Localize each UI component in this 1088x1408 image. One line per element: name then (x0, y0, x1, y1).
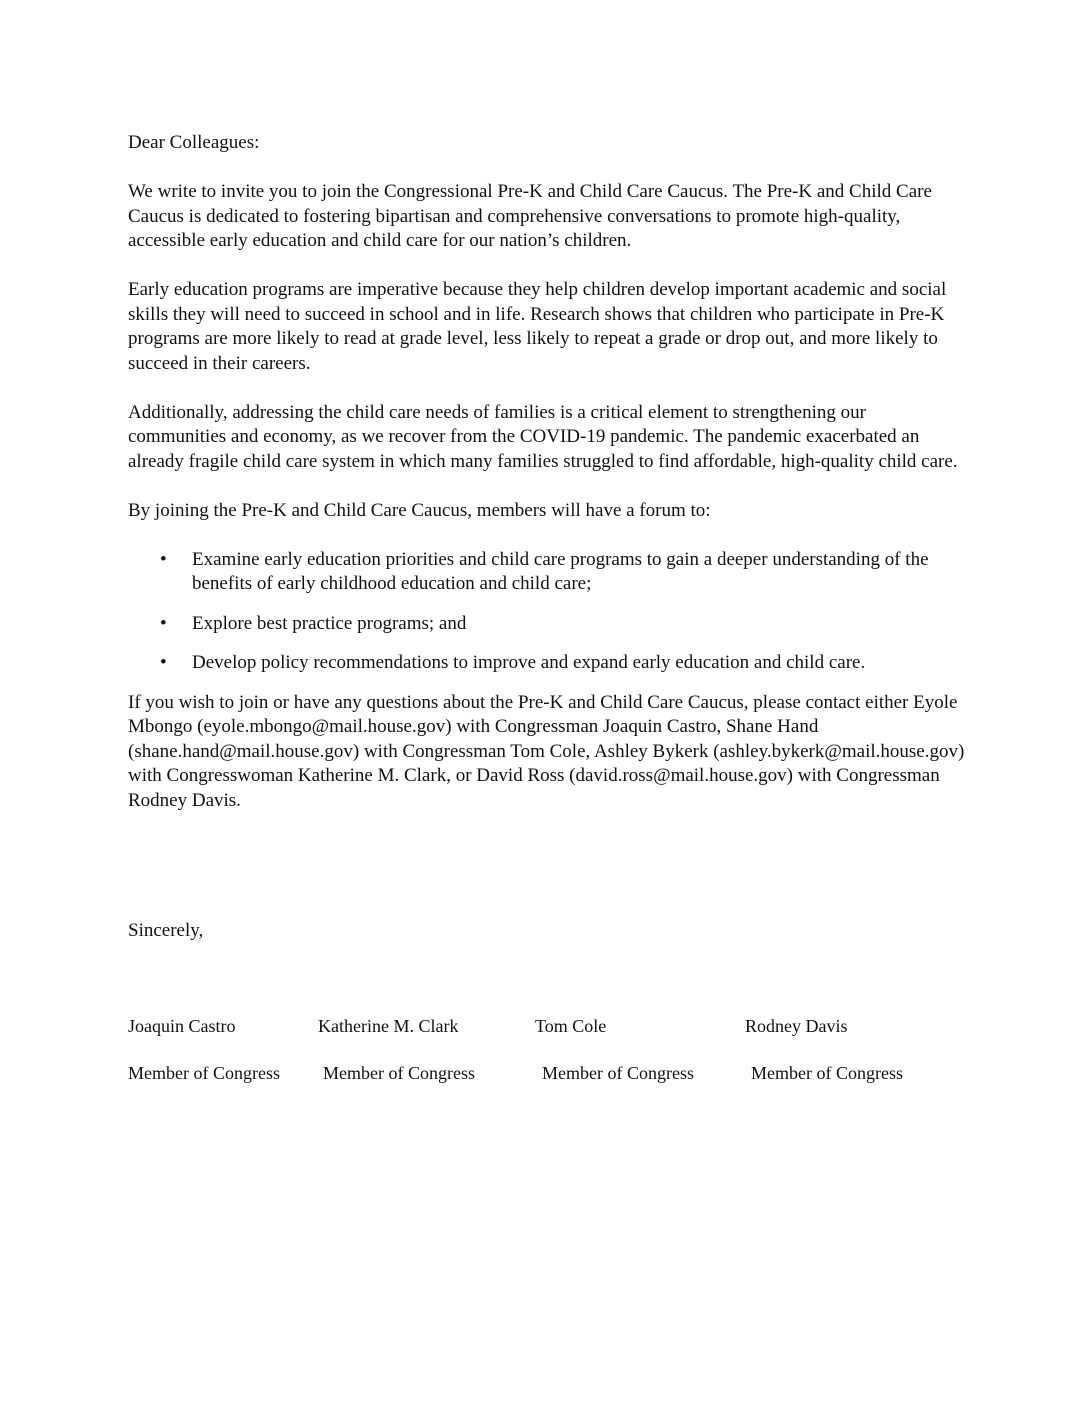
forum-bullet-list (128, 548, 968, 676)
signatory-title: Member of Congress (128, 1063, 280, 1083)
bullet-icon: • (160, 652, 167, 673)
signatory-name: Rodney Davis (745, 1016, 848, 1036)
paragraph-contact: If you wish to join or have any questions about the Pre-K and Child Care Caucus, please contact either Eyole Mbongo (eyole.mbongo@mail.house.gov) with Congressman Joaquin Castro, Shane Hand (shane.hand@mail.house.gov) with Congressman Tom Cole, Ashley Bykerk (ashley.bykerk@mail.house.gov) with Congresswoman Katherine M. Clark, or David Ross (david.ross@mail.house.gov) with Congressman Rodney Davis. (128, 691, 965, 811)
bullet-text: Develop policy recommendations to improve and expand early education and child care. (192, 652, 866, 673)
bullet-text: Explore best practice programs; and (192, 612, 467, 634)
bullet-item (128, 612, 968, 637)
paragraph-child-care: Additionally, addressing the child care needs of families is a critical element to strengthening our communities and economy, as we recover from the COVID-19 pandemic. The pandemic exacerbated an already fragile child care system in which many families struggled to find affordable, high-quality child care. (128, 401, 958, 472)
salutation: Dear Colleagues: (128, 132, 260, 153)
signatory-title: Member of Congress (751, 1063, 903, 1083)
bullet-icon: • (160, 548, 167, 570)
paragraph-forum-intro: By joining the Pre-K and Child Care Caucus, members will have a forum to: (128, 499, 711, 521)
letter-body (128, 131, 968, 838)
bullet-item (128, 651, 968, 676)
signatory-title: Member of Congress (323, 1063, 475, 1083)
bullet-text: Examine early education priorities and child care programs to gain a deeper understanding of the benefits of early childhood education and child care; (192, 548, 929, 594)
closing: Sincerely, (128, 920, 204, 941)
bullet-item (128, 548, 968, 597)
signatory-name: Katherine M. Clark (318, 1016, 459, 1036)
paragraph-invitation: We write to invite you to join the Congressional Pre-K and Child Care Caucus. The Pre-K and Child Care Caucus is dedicated to fostering bipartisan and comprehensive conversations to promote high-quality, accessible early education and child care for our nation’s children. (128, 181, 932, 251)
paragraph-early-education: Early education programs are imperative because they help children develop important academic and social skills they will need to succeed in school and in life. Research shows that children who participate in Pre-K programs are more likely to read at grade level, less likely to repeat a grade or drop out, and more likely to succeed in their careers. (128, 279, 947, 374)
bullet-icon: • (160, 612, 167, 634)
signatory-name: Joaquin Castro (128, 1016, 236, 1036)
signatory-title: Member of Congress (542, 1063, 694, 1083)
signatory-name: Tom Cole (535, 1016, 607, 1036)
